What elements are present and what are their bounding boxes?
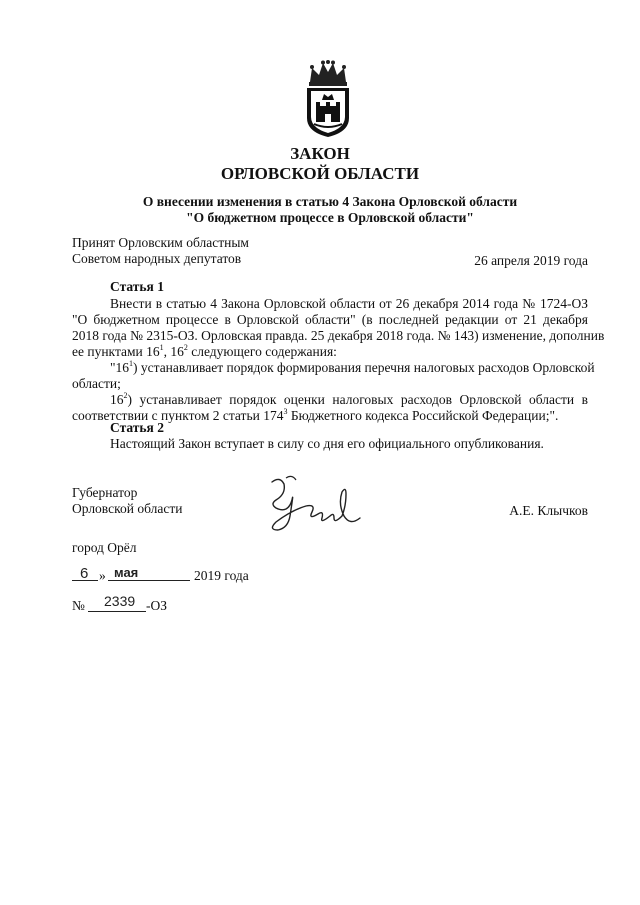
document-type-title: ЗАКОН: [290, 144, 350, 163]
law-subject-line-2: "О бюджетном процессе в Орловской области": [186, 210, 474, 225]
article-1-line-1: Внести в статью 4 Закона Орловской области от 26 декабря 2014 года № 1724-ОЗ: [110, 296, 588, 311]
day-underline: [72, 580, 98, 581]
city-label: город Орёл: [72, 540, 137, 555]
article-1-line-2: "О бюджетном процессе в Орловской области" (в последней редакции от 21 декабря: [72, 312, 588, 327]
year-label: 2019 года: [194, 568, 249, 583]
handwritten-signature: [262, 470, 372, 536]
day-closing-quote: »: [99, 568, 106, 583]
number-underline: [88, 611, 146, 612]
article-1-line-4: ее пунктами $16^1$, $16^2$ следующего содержания:: [72, 342, 337, 359]
law-subject-line-1: О внесении изменения в статью 4 Закона Орловской области: [142, 194, 518, 209]
point-16-2-line-1: $16^2$) устанавливает порядок оценки налоговых расходов Орловской области в: [110, 390, 588, 407]
signatory-name: А.Е. Клычков: [509, 503, 588, 518]
adoption-body-line-2: Советом народных депутатов: [72, 251, 242, 266]
signatory-role-line-1: Губернатор: [72, 485, 138, 500]
point-16-2-line-2: соответствии с пунктом 2 статьи $174^3$ Бюджетного кодекса Российской Федерации;".: [72, 406, 559, 423]
article-1-heading: Статья 1: [110, 279, 164, 294]
month-underline: [108, 580, 190, 581]
article-1-line-3: 2018 года № 2315-ОЗ. Орловская правда. 25 декабря 2018 года. № 143) изменение, дополнив: [72, 328, 605, 343]
handwritten-month: мая: [114, 565, 139, 580]
handwritten-day: 6: [80, 565, 89, 582]
article-2-heading: Статья 2: [110, 420, 164, 435]
article-2-text: Настоящий Закон вступает в силу со дня его официального опубликования.: [110, 436, 544, 451]
number-suffix: -ОЗ: [146, 598, 168, 613]
region-title: ОРЛОВСКОЙ ОБЛАСТИ: [220, 164, 420, 183]
handwritten-law-number: 2339: [104, 593, 136, 609]
number-sign: №: [72, 598, 85, 613]
coat-of-arms-emblem: [302, 60, 354, 138]
signatory-role-line-2: Орловской области: [72, 501, 183, 516]
adoption-body-line-1: Принят Орловским областным: [72, 235, 249, 250]
point-16-1-line-1: "$16^1$) устанавливает порядок формирования перечня налоговых расходов Орловской: [110, 358, 595, 375]
adoption-date: 26 апреля 2019 года: [474, 253, 588, 268]
point-16-1-line-2: области;: [72, 376, 121, 391]
